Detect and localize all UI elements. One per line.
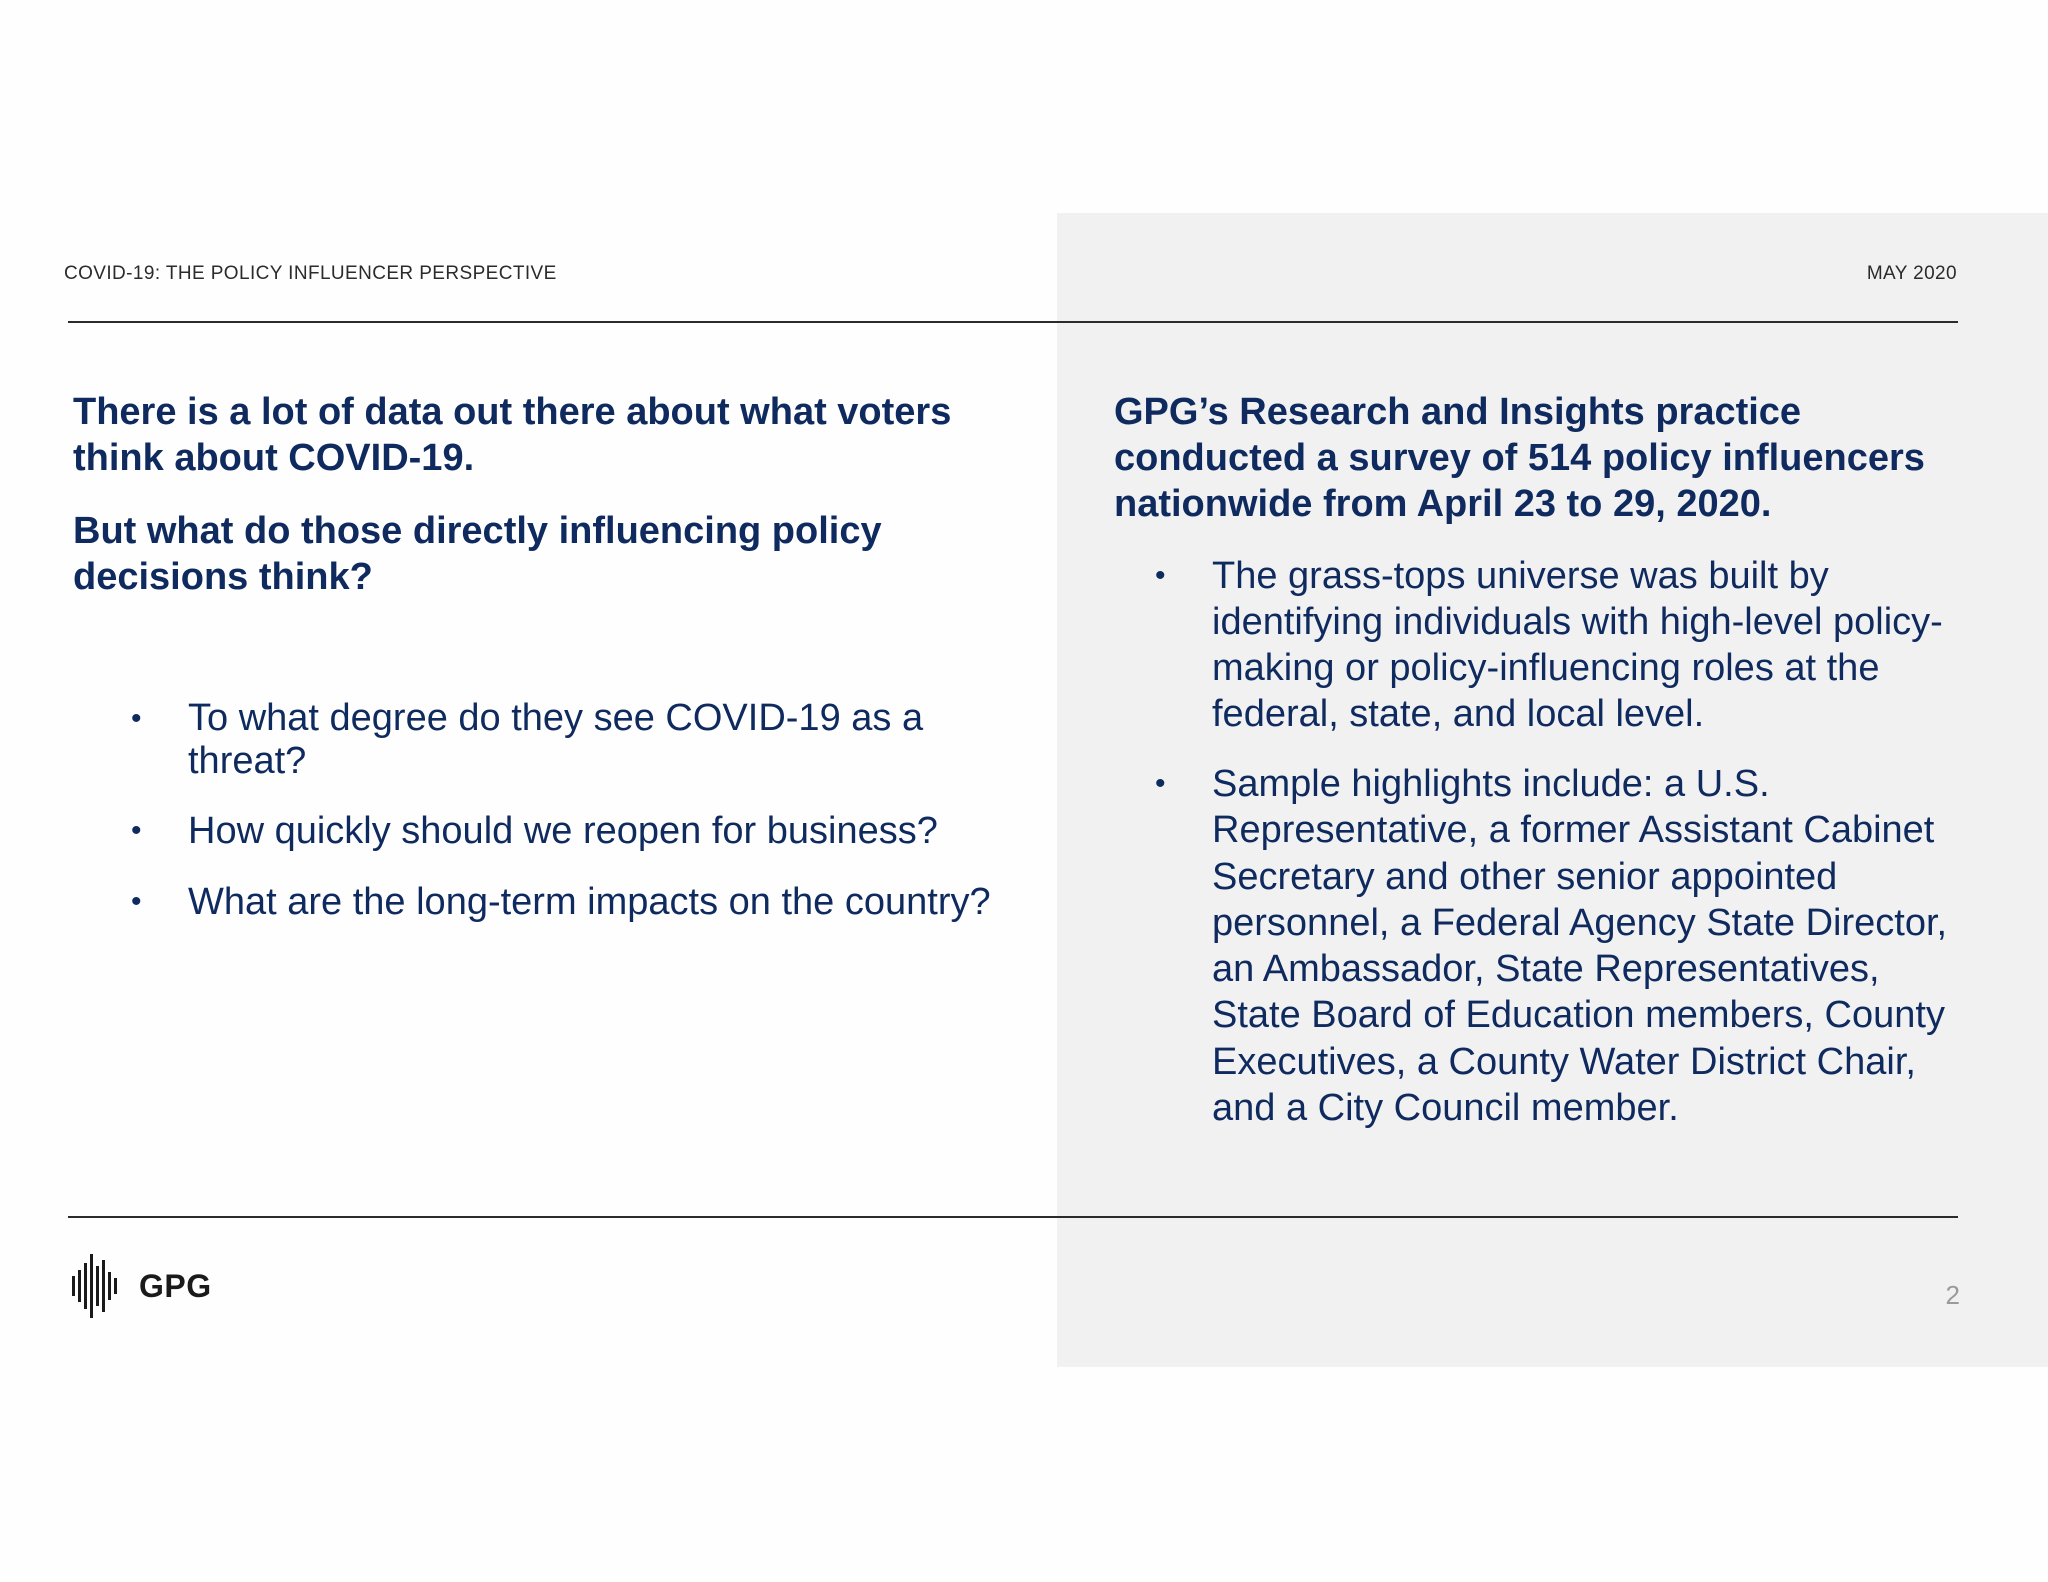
page-number: 2 [1945, 1280, 1960, 1310]
list-item [1155, 761, 1972, 1131]
left-bullet-list [131, 697, 1008, 950]
footer-divider [68, 1216, 1958, 1218]
right-heading: GPG’s Research and Insights practice conducted a survey of 514 policy influencers nationwide from April 23 to 29, 2020. [1114, 391, 1925, 525]
bullet-text: Sample highlights include: a U.S. Representative, a former Assistant Cabinet Secretary and other senior appointed personnel, a Federal Agency State Director, an Ambassador, State Representatives, State Board of Education members, County Executives, a County Water District Chair, and a City Council member. [1212, 763, 1948, 1130]
bullet-dot: • [131, 702, 142, 735]
list-item [131, 879, 1008, 925]
bullet-text: To what degree do they see COVID-19 as a threat? [188, 697, 924, 782]
bullet-dot: • [1155, 559, 1166, 592]
gpg-logo [72, 1254, 212, 1318]
right-bullet-list [1155, 553, 1972, 1155]
left-heading-1: There is a lot of data out there about what voters think about COVID-19. [73, 391, 952, 479]
bullet-dot: • [131, 814, 142, 847]
document-title: COVID-19: THE POLICY INFLUENCER PERSPECTIVE [64, 263, 557, 284]
bullet-text: The grass-tops universe was built by identifying individuals with high-level policy-making or policy-influencing roles at the federal, state, and local level. [1212, 555, 1943, 735]
left-heading-2: But what do those directly influencing policy decisions think? [73, 510, 882, 598]
list-item [1155, 553, 1972, 737]
bullet-dot: • [131, 885, 142, 918]
bullet-text: What are the long-term impacts on the country? [188, 881, 991, 923]
document-date: MAY 2020 [1866, 263, 1957, 284]
bullet-text: How quickly should we reopen for business? [188, 810, 938, 852]
list-item [131, 808, 1008, 854]
bullet-dot: • [1155, 767, 1166, 800]
sound-wave-logo-icon [72, 1254, 124, 1318]
logo-text: GPG [139, 1267, 212, 1304]
header-divider [68, 321, 1958, 323]
list-item [131, 697, 1008, 783]
